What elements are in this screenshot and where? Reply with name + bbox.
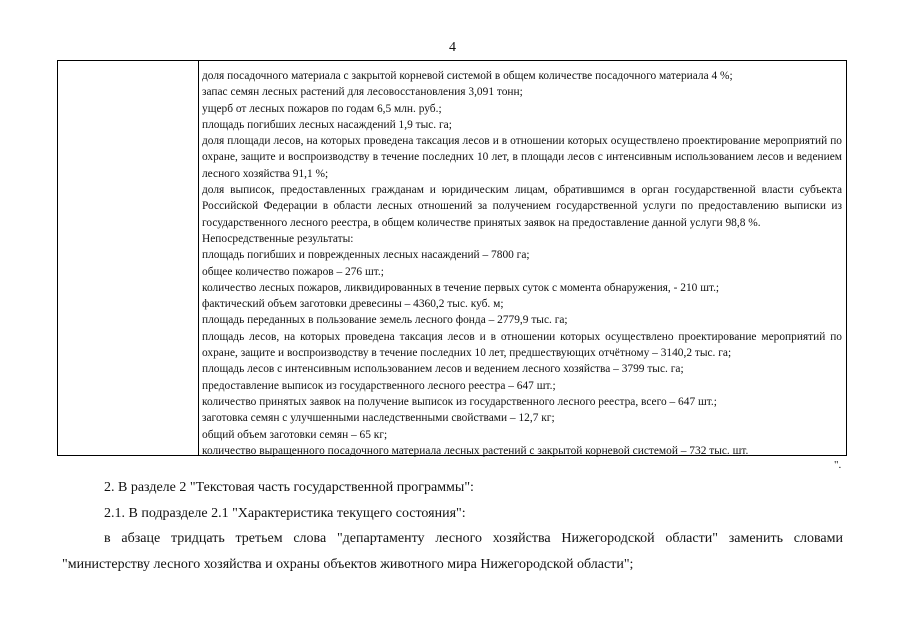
table-line: площадь лесов, на которых проведена таксация лесов и в отношении которых осуществлено проектирование мероприятий по охране, защите и воспроизводству в течение последних 10 лет, предшествующих отчётному – 3140,2 тыс. га;: [202, 330, 842, 360]
paragraph-section-2: 2. В разделе 2 "Текстовая часть государственной программы":: [104, 480, 474, 495]
table-line: общий объем заготовки семян – 65 кг;: [202, 428, 388, 441]
table-line: количество лесных пожаров, ликвидированных в течение первых суток с момента обнаружения, - 210 шт.;: [202, 281, 720, 294]
table-line: площадь погибших и поврежденных лесных насаждений – 7800 га;: [202, 249, 530, 262]
table-line: доля площади лесов, на которых проведена таксация лесов и в отношении которых осуществлено проектирование мероприятий по охране, защите и воспроизводству в течение последних 10 лет, в площади лесов с интенсивным использованием лесов и ведением лесного хозяйства 91,1 %;: [202, 135, 842, 180]
table-line: количество принятых заявок на получение выписок из государственного лесного реестра, всего – 647 шт.;: [202, 395, 717, 408]
table-line: доля выписок, предоставленных гражданам и юридическим лицам, обратившимся в орган государственной власти субъекта Российской Федерации в области лесных отношений за получением государственной услуги по предоставлению выписки из государственного лесного реестра, в общем количестве принятых заявок на предоставление данной услуги 98,8 %.: [202, 184, 842, 229]
column-divider: [198, 61, 199, 455]
table-line: ущерб от лесных пожаров по годам 6,5 млн. руб.;: [202, 102, 442, 115]
paragraph-subsection-2-1: 2.1. В подразделе 2.1 "Характеристика текущего состояния":: [104, 506, 466, 521]
closing-quote: ".: [834, 459, 842, 471]
table-line: общее количество пожаров – 276 шт.;: [202, 265, 384, 278]
results-table: [57, 60, 847, 456]
table-line: фактический объем заготовки древесины – 4360,2 тыс. куб. м;: [202, 298, 504, 311]
table-line: количество выращенного посадочного материала лесных растений с закрытой корневой системой – 732 тыс. шт.: [202, 444, 749, 457]
table-line: площадь лесов с интенсивным использованием лесов и ведением лесного хозяйства – 3799 тыс. га;: [202, 363, 684, 376]
table-line: площадь переданных в пользование земель лесного фонда – 2779,9 тыс. га;: [202, 314, 568, 327]
results-cell: [202, 68, 842, 459]
paragraph-amendment: в абзаце тридцать третьем слова "департаменту лесного хозяйства Нижегородской области" заменить словами: [104, 531, 843, 546]
page-number: 4: [449, 40, 456, 55]
table-line: доля посадочного материала с закрытой корневой системой в общем количестве посадочного материала 4 %;: [202, 70, 733, 82]
table-line: Непосредственные результаты:: [202, 232, 354, 245]
table-line: запас семян лесных растений для лесовосстановления 3,091 тонн;: [202, 86, 523, 99]
table-line: площадь погибших лесных насаждений 1,9 тыс. га;: [202, 118, 452, 131]
table-line: заготовка семян с улучшенными наследственными свойствами – 12,7 кг;: [202, 412, 555, 425]
paragraph-amendment-continuation: "министерству лесного хозяйства и охраны объектов животного мира Нижегородской области";: [62, 557, 634, 572]
table-line: предоставление выписок из государственного лесного реестра – 647 шт.;: [202, 379, 556, 392]
